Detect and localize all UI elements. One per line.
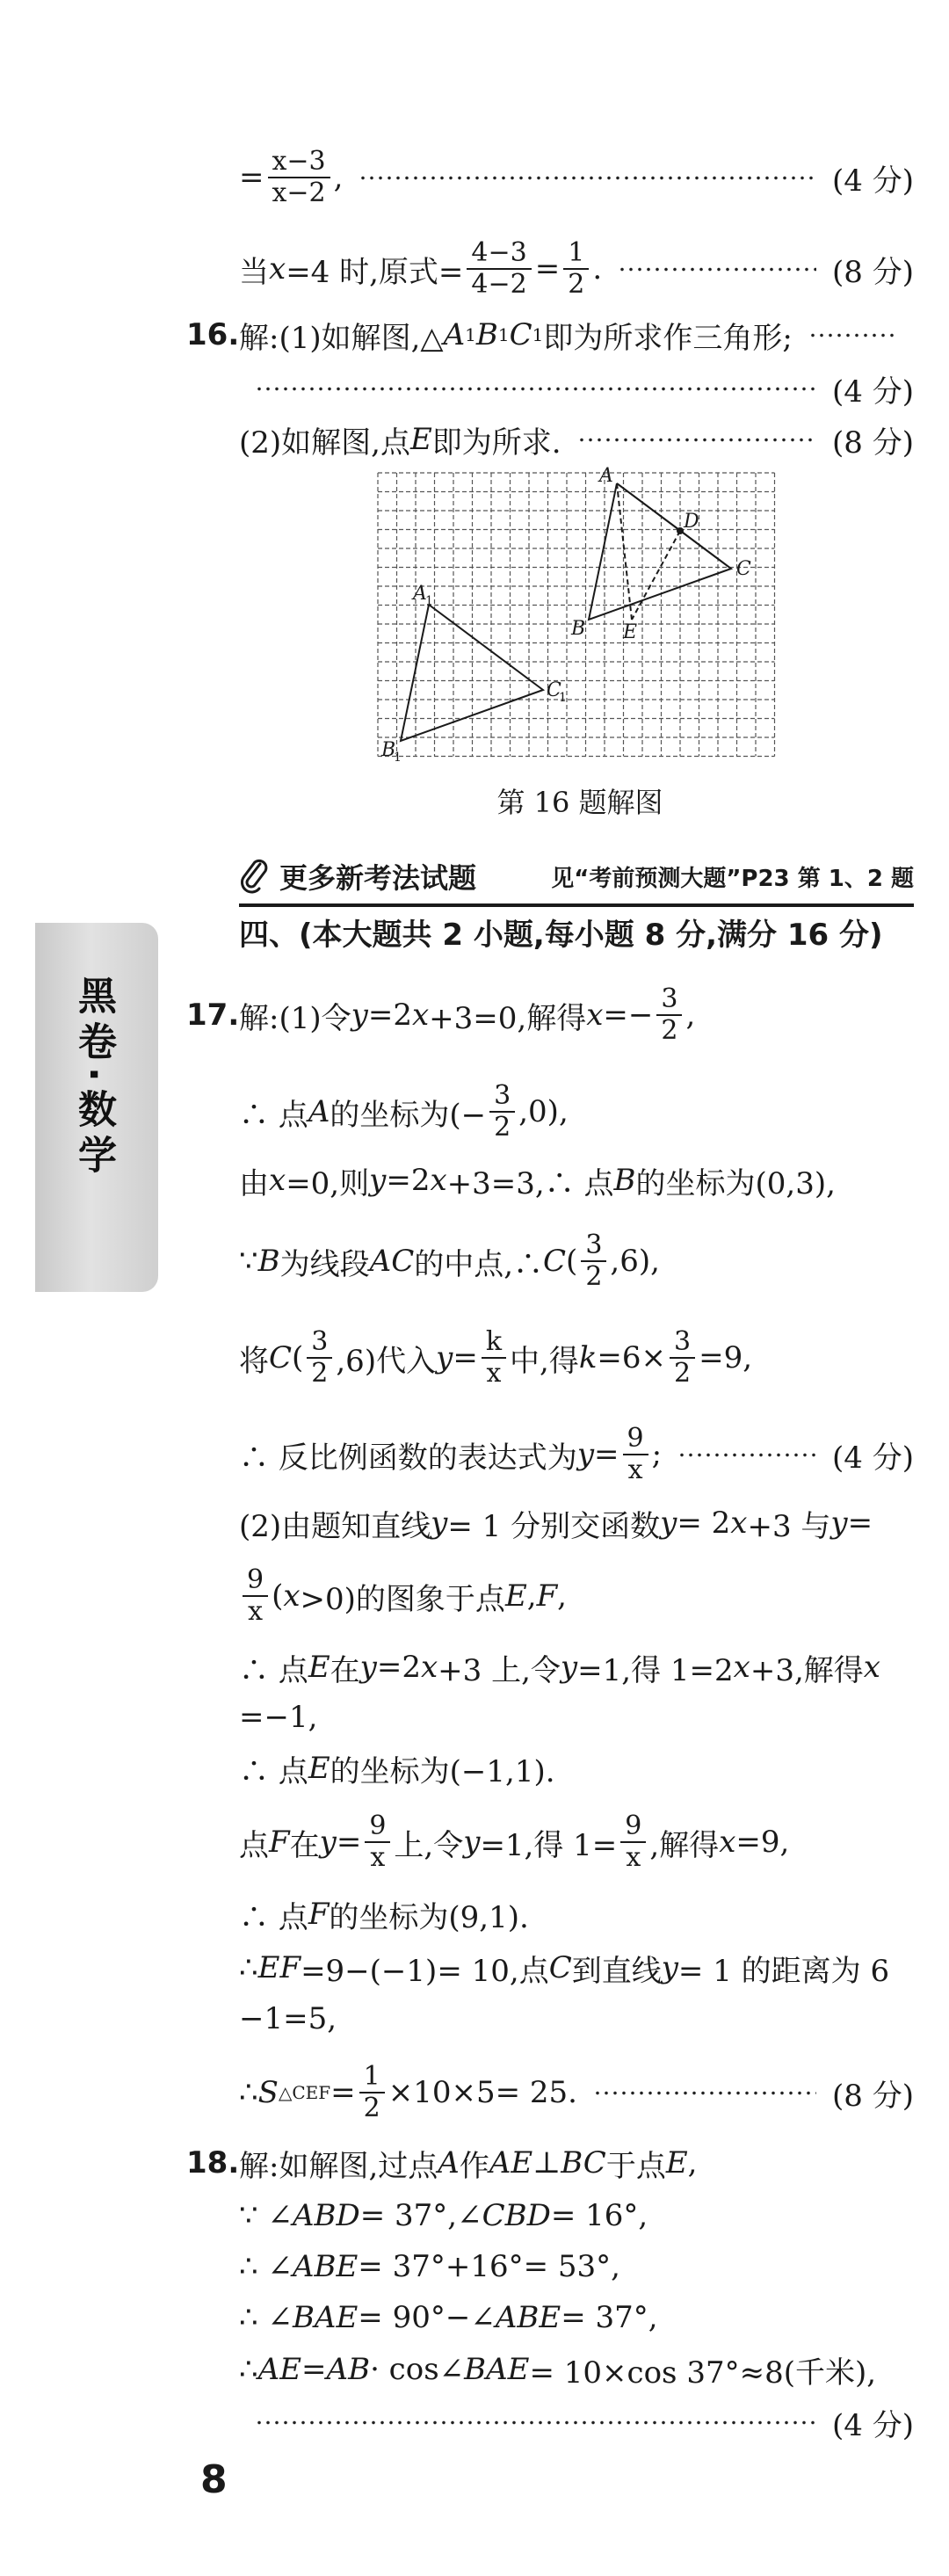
- math-variable: E: [409, 422, 432, 457]
- text-run: ∴ ∠: [239, 2300, 293, 2335]
- problem16-figure: [369, 466, 791, 765]
- math-variable: y: [661, 1950, 678, 1985]
- text-run: 解:(1)如解图,△: [239, 320, 444, 356]
- math-variable: x: [283, 1578, 301, 1614]
- math-variable: F: [536, 1578, 558, 1614]
- text-run: 即为所求作三角形;: [543, 320, 793, 356]
- page-number: 8: [200, 2457, 228, 2502]
- text-line: [0, 2343, 949, 2396]
- fraction: [620, 1811, 646, 1874]
- math-variable: C: [548, 1950, 572, 1985]
- text-run: = 37°+16°= 53°,: [358, 2249, 620, 2284]
- text-run: ∴ 点: [239, 1753, 308, 1789]
- fraction: [656, 984, 682, 1047]
- denominator: 2: [363, 2093, 380, 2123]
- text-run: = 10×cos 37°≈8(千米),: [529, 2355, 877, 2391]
- math-variable: y: [660, 1506, 677, 1541]
- text-run: ∴ 点: [239, 1899, 308, 1935]
- denominator: x: [626, 1842, 641, 1873]
- text-run: =9−(−1)= 10,点: [301, 1953, 549, 1989]
- text-run: = 16°,: [550, 2198, 648, 2233]
- numerator: 3: [307, 1327, 332, 1360]
- text-run: ⊥: [532, 2145, 561, 2181]
- text-run: ;: [651, 1437, 663, 1472]
- text-line: [0, 132, 949, 223]
- text-run: = 1 的距离为 6: [677, 1953, 890, 1989]
- text-run: 的坐标为(−1,1).: [330, 1753, 555, 1789]
- label-c1: C: [547, 679, 561, 701]
- math-variable: y: [359, 1650, 377, 1685]
- score-mark: (8 分): [832, 2078, 914, 2114]
- text-line: [0, 1941, 949, 1995]
- text-line: [0, 1406, 949, 1503]
- math-variable: y: [576, 1437, 595, 1472]
- segment-dc-helper: [617, 483, 731, 569]
- numerator: 9: [365, 1811, 390, 1844]
- text-run: =9,: [735, 1825, 790, 1860]
- math-variable: y: [351, 998, 368, 1033]
- text-run: =: [453, 1340, 478, 1375]
- math-variable: E: [665, 2145, 688, 2181]
- subscript: 1: [532, 324, 544, 345]
- text-run: =: [301, 2352, 327, 2387]
- text-run: ∴: [239, 1950, 258, 1985]
- text-run: 的坐标为(9,1).: [329, 1899, 529, 1935]
- math-variable: E: [308, 1650, 330, 1685]
- denominator: x: [370, 1842, 386, 1873]
- text-line: [0, 2190, 949, 2241]
- fraction: [359, 2062, 385, 2124]
- text-run: (2)由题知直线: [239, 1508, 431, 1544]
- math-variable: E: [308, 1751, 330, 1786]
- text-run: = 1 分别交函数: [447, 1508, 661, 1544]
- text-run: +3=0,解得: [429, 1000, 587, 1036]
- text-run: ∴: [239, 2075, 258, 2110]
- text-run: (: [272, 1578, 284, 1614]
- text-run: ,解得: [649, 1827, 720, 1863]
- denominator: 2: [311, 1358, 329, 1389]
- text-line: [0, 1995, 949, 2043]
- text-run: =: [847, 1506, 873, 1541]
- text-run: 的坐标为(−: [330, 1097, 487, 1133]
- label-e: E: [623, 621, 638, 643]
- question-number: 18.: [186, 2145, 240, 2181]
- text-run: ∴: [239, 2352, 258, 2387]
- math-variable: AC: [369, 1244, 415, 1279]
- denominator: 2: [568, 269, 585, 300]
- text-run: ,: [333, 160, 344, 195]
- math-variable: x: [269, 251, 286, 287]
- numerator: 3: [489, 1081, 515, 1114]
- text-run: 中,得: [510, 1343, 579, 1379]
- text-line: [0, 1310, 949, 1406]
- triangle-abc: [589, 483, 731, 620]
- dashed-grid: [378, 473, 775, 757]
- text-line: [0, 308, 949, 362]
- dot-leader: [677, 1453, 816, 1457]
- text-run: ,0),: [518, 1094, 569, 1129]
- question-number: 17.: [186, 998, 240, 1033]
- math-variable: F: [269, 1825, 290, 1860]
- denominator: x−2: [272, 178, 326, 208]
- math-variable: ABD: [292, 2198, 360, 2233]
- text-run: 点: [239, 1827, 269, 1863]
- math-variable: A: [443, 317, 466, 352]
- subscript: △CEF: [278, 2082, 331, 2103]
- math-variable: y: [431, 1506, 448, 1541]
- score-mark: (4 分): [832, 1440, 914, 1476]
- text-run: >0)的图象于点: [300, 1581, 505, 1617]
- text-run: =: [330, 2075, 356, 2110]
- text-run: (: [566, 1244, 578, 1279]
- math-variable: C: [269, 1340, 293, 1375]
- text-run: 在: [330, 1652, 360, 1688]
- text-run: 上,令: [394, 1827, 464, 1863]
- denominator: 2: [494, 1112, 511, 1143]
- text-run: =: [534, 251, 561, 287]
- math-variable: x: [863, 1650, 880, 1685]
- denominator: x: [627, 1455, 643, 1485]
- segment-de: [632, 531, 680, 620]
- label-b: B: [571, 618, 586, 640]
- label-a1-sub: 1: [425, 594, 433, 608]
- text-run: ∵ ∠: [239, 2198, 293, 2233]
- math-variable: k: [578, 1340, 598, 1375]
- denominator: 2: [585, 1261, 603, 1292]
- math-variable: AE: [489, 2145, 533, 2181]
- numerator: 4−3: [467, 238, 531, 271]
- math-variable: ABE: [292, 2249, 359, 2284]
- text-run: 于点: [605, 2148, 666, 2184]
- more-questions-banner: [239, 849, 914, 907]
- fraction: [623, 1424, 648, 1486]
- score-mark: (8 分): [832, 254, 914, 290]
- score-mark: (4 分): [832, 374, 914, 410]
- fraction: [482, 1327, 506, 1390]
- score-mark: (8 分): [832, 424, 914, 461]
- text-run: =0,则: [286, 1165, 370, 1201]
- math-variable: y: [560, 1650, 578, 1685]
- numerator: 9: [623, 1424, 648, 1456]
- math-variable: B: [257, 1244, 280, 1279]
- text-run: = 37°,: [561, 2300, 658, 2335]
- text-run: · cos∠: [370, 2352, 465, 2387]
- math-variable: BAE: [464, 2352, 530, 2387]
- point-d: [677, 527, 684, 534]
- text-line: [0, 1494, 949, 1552]
- numerator: 3: [670, 1327, 695, 1360]
- text-run: =4 时,原式=: [286, 254, 464, 290]
- text-run: 当: [239, 254, 269, 290]
- text-run: ∴ 点: [239, 1097, 308, 1133]
- fraction: [268, 147, 330, 209]
- math-variable: S: [257, 2075, 279, 2110]
- math-variable: ABE: [495, 2300, 561, 2335]
- question-number: 16.: [186, 317, 240, 352]
- text-run: =: [594, 1437, 619, 1472]
- text-line: [0, 2396, 949, 2449]
- fraction: [243, 1565, 268, 1628]
- math-variable: C: [509, 317, 532, 352]
- math-variable: BC: [561, 2145, 606, 2181]
- text-line: [0, 1694, 949, 1740]
- text-run: =: [336, 1825, 362, 1860]
- text-run: (: [292, 1340, 304, 1375]
- math-variable: B: [613, 1163, 636, 1198]
- text-run: ∴ 反比例函数的表达式为: [239, 1440, 577, 1476]
- text-run: =2: [367, 998, 412, 1033]
- fraction: [489, 1081, 515, 1143]
- text-run: ,: [687, 2145, 698, 2181]
- dot-leader: [618, 267, 816, 272]
- label-a1: A: [413, 583, 427, 605]
- text-run: ∵: [239, 1244, 258, 1279]
- text-run: = 37°,∠: [359, 2198, 482, 2233]
- math-variable: B: [475, 317, 498, 352]
- numerator: 1: [359, 2062, 385, 2094]
- text-run: ,: [557, 1578, 567, 1614]
- text-run: ×10×5= 25.: [388, 2075, 577, 2110]
- dot-leader: [255, 2420, 816, 2425]
- text-run: 的坐标为(0,3),: [635, 1165, 836, 1201]
- fraction: [670, 1327, 695, 1390]
- text-line: [0, 1796, 949, 1888]
- text-run: 为线段: [279, 1246, 370, 1282]
- denominator: 2: [661, 1015, 678, 1046]
- text-run: =: [239, 160, 264, 195]
- text-line: [0, 2046, 949, 2139]
- label-b1: B: [381, 739, 396, 761]
- text-run: −1=5,: [239, 2001, 337, 2036]
- math-variable: A: [308, 1094, 330, 1129]
- text-run: +3 与: [747, 1508, 831, 1544]
- score-mark: (4 分): [832, 2407, 914, 2443]
- side-tab-label: 黑卷·数学: [71, 976, 116, 1180]
- dot-leader: [255, 387, 816, 391]
- numerator: 9: [243, 1565, 268, 1598]
- math-variable: x: [586, 998, 604, 1033]
- text-line: [0, 362, 949, 415]
- text-run: 在: [289, 1827, 320, 1863]
- math-variable: y: [463, 1825, 481, 1860]
- math-variable: y: [830, 1506, 848, 1541]
- text-line: [0, 223, 949, 315]
- banner-reference: 见“考前预测大题”P23 第 1、2 题: [551, 865, 914, 892]
- fraction: [581, 1230, 606, 1293]
- text-run: 解:(1)令: [239, 1000, 351, 1036]
- text-run: = 90°−∠: [358, 2300, 496, 2335]
- score-mark: (4 分): [832, 163, 914, 199]
- math-variable: EF: [257, 1950, 301, 1985]
- math-variable: A: [438, 2145, 460, 2181]
- text-run: 的中点,∴: [414, 1246, 544, 1282]
- text-line: [0, 1742, 949, 1795]
- math-variable: BAE: [292, 2300, 359, 2335]
- text-line: [0, 1888, 949, 1941]
- denominator: x: [486, 1358, 502, 1389]
- subscript: 1: [497, 324, 510, 345]
- fraction: [365, 1811, 390, 1874]
- math-variable: y: [369, 1163, 387, 1198]
- math-variable: C: [543, 1244, 567, 1279]
- label-a: A: [599, 466, 613, 487]
- text-run: = 2: [677, 1506, 731, 1541]
- math-variable: x: [719, 1825, 736, 1860]
- fraction: [307, 1327, 332, 1390]
- text-run: 到直线: [571, 1953, 662, 1989]
- math-variable: x: [411, 998, 430, 1033]
- text-run: 由: [239, 1165, 269, 1201]
- numerator: x−3: [268, 147, 330, 179]
- denominator: 2: [674, 1358, 692, 1389]
- text-run: ∴ ∠: [239, 2249, 293, 2284]
- text-run: 作: [459, 2148, 489, 2184]
- text-run: +3 上,令: [438, 1652, 561, 1688]
- text-line: [0, 1552, 949, 1640]
- math-variable: CBD: [482, 2198, 551, 2233]
- numerator: 3: [656, 984, 682, 1017]
- math-variable: AE: [257, 2352, 302, 2387]
- numerator: 9: [620, 1811, 646, 1844]
- fraction: [563, 238, 589, 301]
- text-run: +3=3,∴ 点: [446, 1165, 614, 1201]
- text-run: 将: [239, 1343, 269, 1379]
- text-run: ,: [526, 1578, 537, 1614]
- text-run: =2: [386, 1163, 431, 1198]
- text-line: [0, 2292, 949, 2343]
- math-variable: x: [733, 1650, 750, 1685]
- numerator: 3: [581, 1230, 606, 1263]
- text-run: .: [592, 251, 603, 287]
- dot-leader: [593, 2091, 816, 2095]
- dot-leader: [808, 333, 898, 337]
- text-run: =2: [376, 1650, 421, 1685]
- paperclip-icon: [239, 859, 271, 894]
- text-run: ,6),: [610, 1244, 660, 1279]
- denominator: x: [248, 1596, 263, 1627]
- text-run: 解:如解图,过点: [239, 2148, 438, 2184]
- fraction: [467, 238, 531, 301]
- label-c1-sub: 1: [559, 691, 567, 705]
- text-run: 即为所求.: [431, 424, 561, 461]
- text-run: =−: [603, 998, 654, 1033]
- dot-leader: [577, 438, 816, 442]
- math-variable: x: [269, 1163, 286, 1198]
- text-run: =1,得 1=: [480, 1827, 618, 1863]
- text-run: ,6)代入: [336, 1343, 437, 1379]
- math-variable: x: [730, 1506, 748, 1541]
- math-variable: x: [430, 1163, 447, 1198]
- numerator: k: [482, 1327, 506, 1360]
- label-d: D: [684, 511, 699, 533]
- denominator: 4−2: [471, 269, 527, 300]
- text-run: ,: [685, 998, 696, 1033]
- text-run: =−1,: [239, 1700, 318, 1735]
- label-b1-sub: 1: [394, 751, 402, 765]
- math-variable: F: [308, 1897, 330, 1932]
- text-run: =1,得 1=2: [577, 1652, 734, 1688]
- numerator: 1: [563, 238, 589, 271]
- segment-ae: [617, 483, 632, 620]
- section-heading: 四、(本大题共 2 小题,每小题 8 分,满分 16 分): [239, 917, 883, 953]
- text-line: [0, 413, 949, 466]
- label-c: C: [736, 558, 751, 580]
- text-line: [0, 2136, 949, 2190]
- math-variable: y: [436, 1340, 453, 1375]
- math-variable: AB: [326, 2352, 371, 2387]
- subscript: 1: [465, 324, 476, 345]
- math-variable: y: [319, 1825, 337, 1860]
- banner-title: 更多新考法试题: [279, 861, 477, 895]
- text-run: =6×: [597, 1340, 667, 1375]
- text-line: [0, 1640, 949, 1694]
- text-run: +3,解得: [750, 1652, 864, 1688]
- figure-caption: 第 16 题解图: [496, 786, 663, 819]
- math-variable: x: [420, 1650, 438, 1685]
- math-variable: E: [504, 1578, 527, 1614]
- side-tab: [35, 923, 158, 1292]
- text-line: [0, 2241, 949, 2292]
- dot-leader: [359, 176, 816, 180]
- text-run: =9,: [699, 1340, 753, 1375]
- text-run: ∴ 点: [239, 1652, 308, 1688]
- text-run: (2)如解图,点: [239, 424, 410, 461]
